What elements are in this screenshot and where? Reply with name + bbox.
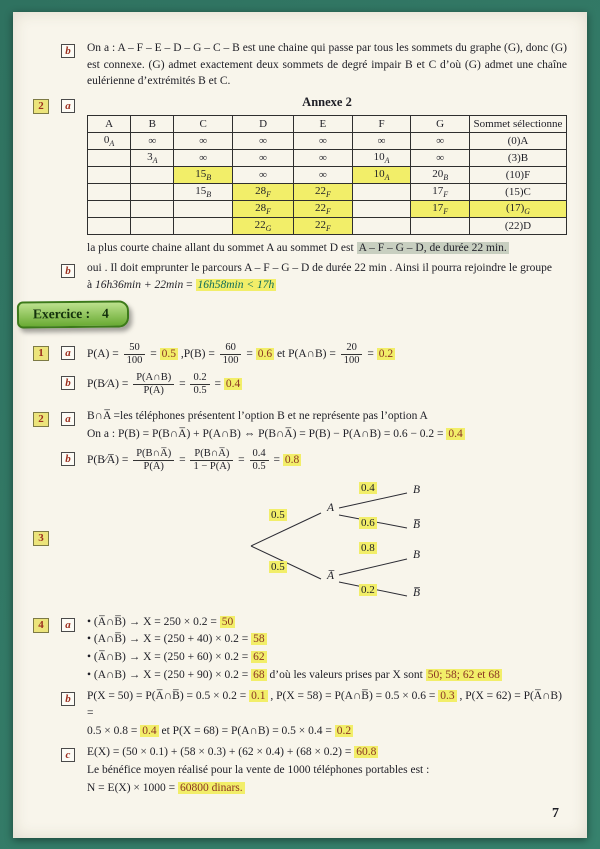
dijkstra-table	[87, 115, 567, 235]
text-segment: =	[235, 453, 248, 466]
fraction: $\frac{60}{100}$	[220, 342, 242, 367]
text-segment: 0.5 × 0.8 =	[87, 724, 141, 737]
text-segment: =	[243, 348, 256, 361]
tree-node-Abar: A̅	[327, 569, 335, 582]
table-row	[88, 218, 567, 235]
table-cell: $15_B$	[174, 167, 233, 184]
question-number-1: 1	[33, 346, 49, 361]
question-number-2b: 2	[33, 412, 49, 427]
highlighted-answer: 50; 58; 62 et 68	[427, 668, 500, 681]
table-row	[88, 133, 567, 150]
text-segment: Le bénéfice moyen réalisé pour la vente de 1000 téléphones portables est :	[87, 764, 430, 777]
gutter-num-empty	[33, 40, 61, 41]
table-cell: ∞	[294, 133, 353, 150]
text-segment: N = E(X) × 1000 =	[87, 781, 179, 794]
text-segment: =	[211, 378, 224, 391]
text-segment: • (A̅∩B̅) → X = 250 × 0.2 =	[87, 615, 220, 628]
highlighted-answer: 0.4	[142, 724, 157, 737]
text-segment: • (A∩B) → X = (250 + 90) × 0.2 =	[87, 668, 252, 681]
fraction: $\frac{P(B\cap A̅)}{1 - P(A)}$	[190, 448, 233, 473]
table-header-cell: F	[352, 116, 411, 133]
banner-row	[17, 301, 567, 328]
text-segment: la plus courte chaine allant du sommet A au sommet D est	[87, 242, 357, 255]
ex4-law-of-X	[87, 688, 567, 740]
highlighted-answer: 0.8	[284, 453, 300, 466]
ex4-item-a	[33, 614, 567, 685]
gutter-letter	[61, 260, 87, 279]
table-cell: $17_F$	[411, 201, 470, 218]
probability-tree	[235, 482, 515, 610]
ex2-item-b	[33, 448, 567, 474]
shortest-path-conclusion	[87, 240, 567, 257]
highlighted-answer: 0.6	[257, 348, 273, 361]
table-cell: (0)A	[470, 133, 567, 150]
table-row	[88, 184, 567, 201]
highlighted-answer: 62	[253, 651, 265, 664]
text-line	[87, 631, 567, 648]
tree-prob-A-Bbar: 0.6	[361, 516, 375, 529]
ex4-item-b	[33, 688, 567, 740]
gutter-num	[33, 342, 61, 361]
gutter-letter-empty	[61, 482, 87, 483]
text-segment: =	[147, 348, 160, 361]
highlighted-answer: 0.4	[225, 378, 241, 391]
item-letter-b: b	[61, 452, 75, 466]
text-segment: et P(X = 68) = P(A∩B) = 0.5 × 0.4 =	[158, 724, 335, 737]
text-segment: B∩A̅ =les téléphones présentent l’option B et ne représente pas l’option A	[87, 410, 428, 423]
document-page	[13, 12, 587, 838]
highlighted-answer: 0.3	[440, 690, 455, 703]
highlighted-answer: 50	[221, 615, 234, 628]
table-row	[88, 167, 567, 184]
fraction: $\frac{P(B\cap A̅)}{P(A̅)}$	[133, 448, 174, 473]
ex4-item-c	[33, 744, 567, 797]
text-segment: P(X = 50) = P(A̅∩B̅) = 0.5 × 0.2 =	[87, 690, 250, 703]
item-letter-a: a	[61, 346, 75, 360]
highlighted-answer: 0.2	[378, 348, 394, 361]
text-segment: • (A̅∩B) → X = (250 + 60) × 0.2 =	[87, 651, 252, 664]
text-line	[87, 667, 567, 684]
ex1-item-a	[33, 342, 567, 368]
table-cell	[174, 218, 233, 235]
text-segment: =	[176, 453, 189, 466]
highlighted-answer: 60800 dinars.	[180, 781, 243, 794]
table-cell	[88, 184, 131, 201]
table-cell: ∞	[411, 150, 470, 167]
text-segment: On a : P(B) = P(B∩A̅) + P(A∩B) ⇔ P(B∩A̅) = P(B) − P(A∩B) = 0.6 − 0.2 =	[87, 427, 447, 440]
page-number: 7	[552, 806, 559, 821]
table-cell	[88, 167, 131, 184]
tree-prob-Abar-B: 0.8	[361, 541, 375, 554]
item-letter-b: b	[61, 264, 75, 278]
table-header-cell: C	[174, 116, 233, 133]
tree-prob-Abar: 0.5	[271, 560, 285, 573]
gutter-num-empty	[33, 744, 61, 745]
table-cell: ∞	[131, 133, 174, 150]
fraction: $\frac{0.2}{0.5}$	[190, 372, 209, 397]
item-letter-a: a	[61, 412, 75, 426]
table-cell: $22_F$	[294, 218, 353, 235]
fraction: $\frac{50}{100}$	[124, 342, 146, 367]
text-segment: E(X) = (50 × 0.1) + (58 × 0.3) + (62 × 0.4) + (68 × 0.2) =	[87, 746, 355, 759]
table-cell: $3_A$	[131, 150, 174, 167]
text-segment: P(A) =	[87, 348, 122, 361]
ex2-conditional-probability	[87, 448, 567, 474]
table-cell	[352, 218, 411, 235]
highlighted-answer: 68	[253, 668, 265, 681]
gutter-num-empty	[33, 448, 61, 449]
table-cell	[131, 218, 174, 235]
gutter-num-empty	[33, 372, 61, 373]
table-cell: ∞	[174, 133, 233, 150]
text-segment: =	[270, 453, 283, 466]
text-line	[87, 277, 567, 294]
annexe-section	[33, 95, 567, 258]
gutter-num-empty	[33, 260, 61, 261]
text-segment: On a : A – F – E – D – G – C – B est une chaine qui passe par tous les sommets du graphe (G), donc (G) est connexe. (G) admet exactement deux sommets de degré impair B et C d’où (G) admet une chaîne eulérienne d’extrémités B et C.	[87, 42, 567, 88]
text-segment: P(B∕A) =	[87, 378, 132, 391]
highlighted-answer: 16h58min < 17h	[197, 279, 275, 292]
table-cell	[352, 184, 411, 201]
table-cell: (22)D	[470, 218, 567, 235]
table-cell: $28_F$	[232, 184, 293, 201]
table-cell: $(17)_G$	[470, 201, 567, 218]
table-cell: $22_G$	[232, 218, 293, 235]
table-cell: $10_A$	[352, 150, 411, 167]
text-segment: =	[183, 279, 196, 292]
table-cell: $20_B$	[411, 167, 470, 184]
ex1-conditional-probability	[87, 372, 567, 398]
table-cell	[131, 167, 174, 184]
tree-node-B2: B	[413, 548, 421, 561]
gutter-letter	[61, 372, 87, 391]
table-cell	[352, 201, 411, 218]
text-segment: ,P(B) =	[177, 348, 218, 361]
gutter-letter	[61, 744, 87, 763]
text-line	[87, 649, 567, 666]
table-cell: ∞	[232, 167, 293, 184]
table-cell: $22_F$	[294, 184, 353, 201]
item-letter-a: a	[61, 99, 75, 113]
table-cell	[88, 150, 131, 167]
ex2-complement-event	[87, 408, 567, 443]
gutter-letter	[61, 40, 87, 59]
table-header-cell: B	[131, 116, 174, 133]
item-letter-b: b	[61, 692, 75, 706]
text-line	[87, 372, 567, 397]
text-segment: =	[364, 348, 377, 361]
table-row	[88, 201, 567, 218]
text-segment: • (A∩B̅) → X = (250 + 40) × 0.2 =	[87, 633, 252, 646]
table-cell: ∞	[232, 150, 293, 167]
text-line	[87, 40, 567, 90]
graph-connexity-text	[87, 40, 567, 91]
fraction: $\frac{20}{100}$	[341, 342, 363, 367]
itinerary-item	[33, 260, 567, 295]
text-segment: =	[176, 378, 189, 391]
text-line	[87, 260, 567, 277]
gutter-num	[33, 95, 61, 114]
ex4-expected-value	[87, 744, 567, 797]
text-line	[87, 448, 567, 473]
gutter-letter	[61, 95, 87, 114]
graph-connexity-item	[33, 40, 567, 91]
text-line	[87, 762, 567, 779]
table-cell: $22_F$	[294, 201, 353, 218]
text-line	[87, 688, 567, 721]
highlighted-answer: 0.4	[448, 427, 463, 440]
text-segment: , P(X = 58) = P(A∩B̅) = 0.5 × 0.6 =	[267, 690, 439, 703]
text-line	[87, 240, 567, 257]
table-cell: ∞	[352, 133, 411, 150]
table-cell: $17_F$	[411, 184, 470, 201]
table-cell	[131, 184, 174, 201]
table-cell: (15)C	[470, 184, 567, 201]
gutter-letter	[61, 448, 87, 467]
item-letter-b: b	[61, 376, 75, 390]
text-line	[87, 426, 567, 443]
ex2-item-a	[33, 408, 567, 443]
table-cell: ∞	[294, 167, 353, 184]
text-line	[87, 342, 567, 367]
exercise-banner	[17, 300, 129, 328]
banner-label: Exercice :	[32, 305, 91, 322]
question-number-2: 2	[33, 99, 49, 114]
gutter-letter	[61, 408, 87, 427]
text-line	[87, 780, 567, 797]
table-cell	[174, 201, 233, 218]
text-segment: P(B∕A̅) =	[87, 453, 132, 466]
fraction: $\frac{P(A\cap B)}{P(A)}$	[133, 372, 174, 397]
annexe-title: Annexe 2	[302, 95, 352, 110]
highlighted-answer: 0.2	[336, 724, 352, 737]
item-letter-a: a	[61, 618, 75, 632]
gutter-letter	[61, 614, 87, 633]
table-cell: $15_B$	[174, 184, 233, 201]
table-cell: ∞	[174, 150, 233, 167]
itinerary-answer	[87, 260, 567, 295]
text-line	[87, 408, 567, 425]
table-header-row	[88, 116, 567, 133]
text-segment: à	[87, 279, 95, 292]
gutter-num	[33, 408, 61, 427]
gutter-letter	[61, 688, 87, 707]
item-letter-b: b	[61, 44, 75, 58]
table-cell: ∞	[232, 133, 293, 150]
text-segment: et P(A∩B) =	[274, 348, 339, 361]
question-number-4: 4	[33, 618, 49, 633]
text-segment: , P(X = 62) = P(A̅∩B) =	[87, 690, 562, 720]
table-header-cell: Sommet sélectionne	[470, 116, 567, 133]
table-row	[88, 150, 567, 167]
table-cell: ∞	[411, 133, 470, 150]
gutter-letter	[61, 342, 87, 361]
table-cell	[411, 218, 470, 235]
tree-node-Bbar2: B̅	[413, 586, 421, 599]
annexe-content	[87, 95, 567, 258]
ex3-tree-item	[33, 482, 567, 612]
tree-prob-A: 0.5	[271, 508, 285, 521]
table-header-cell: E	[294, 116, 353, 133]
table-cell	[88, 201, 131, 218]
question-number-3: 3	[33, 531, 49, 546]
ex1-probabilities	[87, 342, 567, 368]
table-cell: (3)B	[470, 150, 567, 167]
gutter-num-empty	[33, 688, 61, 689]
ex4-values-of-X	[87, 614, 567, 685]
fraction: $\frac{0.4}{0.5}$	[250, 448, 269, 473]
tree-prob-Abar-Bbar: 0.2	[361, 583, 375, 596]
highlighted-answer: A – F – G – D, de durée 22 min.	[358, 242, 507, 255]
table-cell	[131, 201, 174, 218]
banner-number: 4	[102, 305, 109, 321]
highlighted-answer: 0.5	[161, 348, 176, 361]
highlighted-answer: 58	[253, 633, 265, 646]
text-segment: 16h36min + 22min	[94, 279, 184, 292]
text-line	[87, 723, 567, 740]
item-letter-c: c	[61, 748, 75, 762]
table-cell: $10_A$	[352, 167, 411, 184]
table-cell: ∞	[294, 150, 353, 167]
highlighted-answer: 60.8	[356, 746, 377, 759]
table-header-cell: D	[232, 116, 293, 133]
table-cell: (10)F	[470, 167, 567, 184]
text-line	[87, 744, 567, 761]
ex3-content	[87, 482, 567, 612]
gutter-num	[33, 482, 61, 546]
highlighted-answer: 0.1	[251, 690, 266, 703]
tree-node-B1: B	[413, 483, 421, 496]
table-cell	[88, 218, 131, 235]
table-cell: $0_A$	[88, 133, 131, 150]
gutter-num	[33, 614, 61, 633]
tree-node-Bbar1: B̅	[413, 518, 421, 531]
table-header-cell: G	[411, 116, 470, 133]
ex1-item-b	[33, 372, 567, 398]
table-cell: $28_F$	[232, 201, 293, 218]
tree-node-A: A	[327, 501, 335, 514]
text-line	[87, 614, 567, 631]
tree-prob-A-B: 0.4	[361, 481, 375, 494]
text-segment: d’où les valeurs prises par X sont	[266, 668, 426, 681]
text-segment: oui . Il doit emprunter le parcours A – F – G – D de durée 22 min . Ainsi il pourra rejoindre le groupe	[87, 261, 553, 274]
table-header-cell: A	[88, 116, 131, 133]
